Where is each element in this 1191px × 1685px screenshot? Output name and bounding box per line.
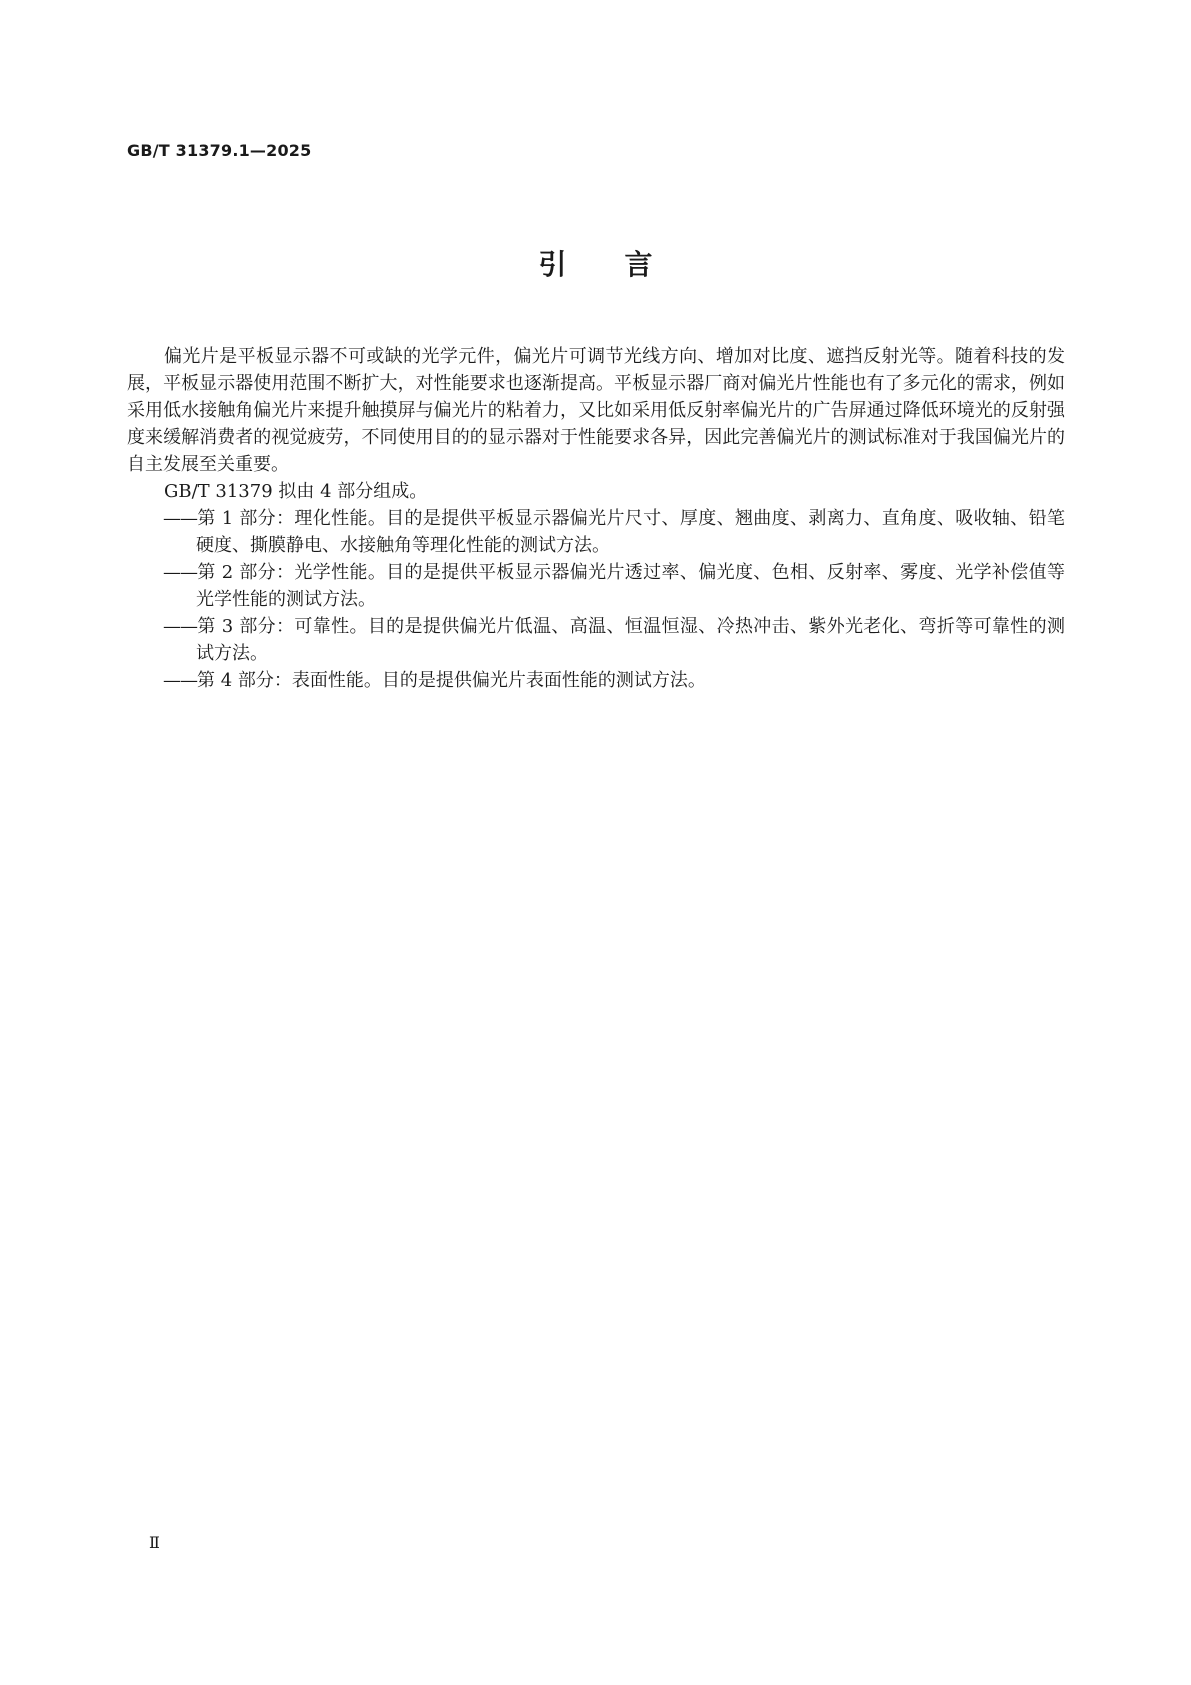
list-item-text: 第 4 部分：表面性能。目的是提供偏光片表面性能的测试方法。 [197,670,706,691]
list-dash: —— [163,670,197,691]
list-dash: —— [163,616,197,637]
list-dash: —— [163,562,197,583]
paragraph-intro: 偏光片是平板显示器不可或缺的光学元件，偏光片可调节光线方向、增加对比度、遮挡反射光等。随着科技的发展，平板显示器使用范围不断扩大，对性能要求也逐渐提高。平板显示器厂商对偏光片性能也有了多元化的需求，例如采用低水接触角偏光片来提升触摸屏与偏光片的粘着力，又比如采用低反射率偏光片的广告屏通过降低环境光的反射强度来缓解消费者的视觉疲劳，不同使用目的的显示器对于性能要求各异，因此完善偏光片的测试标准对于我国偏光片的自主发展至关重要。 [127,346,1065,475]
list-item-part-3 [127,613,1065,667]
list-item-text: 第 3 部分：可靠性。目的是提供偏光片低温、高温、恒温恒湿、冷热冲击、紫外光老化、弯折等可靠性的测试方法。 [196,616,1065,664]
list-item-text: 第 1 部分：理化性能。目的是提供平板显示器偏光片尺寸、厚度、翘曲度、剥离力、直角度、吸收轴、铅笔硬度、撕膜静电、水接触角等理化性能的测试方法。 [196,508,1065,556]
list-item-part-1 [127,505,1065,559]
list-item-part-4 [127,667,1065,694]
introduction-body [127,343,1065,694]
list-item-text: 第 2 部分：光学性能。目的是提供平板显示器偏光片透过率、偏光度、色相、反射率、雾度、光学补偿值等光学性能的测试方法。 [196,562,1065,610]
paragraph-structure: GB/T 31379 拟由 4 部分组成。 [164,481,428,502]
page-title: 引言 [538,248,711,281]
standard-code: GB/T 31379.1—2025 [127,141,312,160]
list-dash: —— [163,508,197,529]
list-item-part-2 [127,559,1065,613]
page-number: Ⅱ [149,1533,160,1552]
